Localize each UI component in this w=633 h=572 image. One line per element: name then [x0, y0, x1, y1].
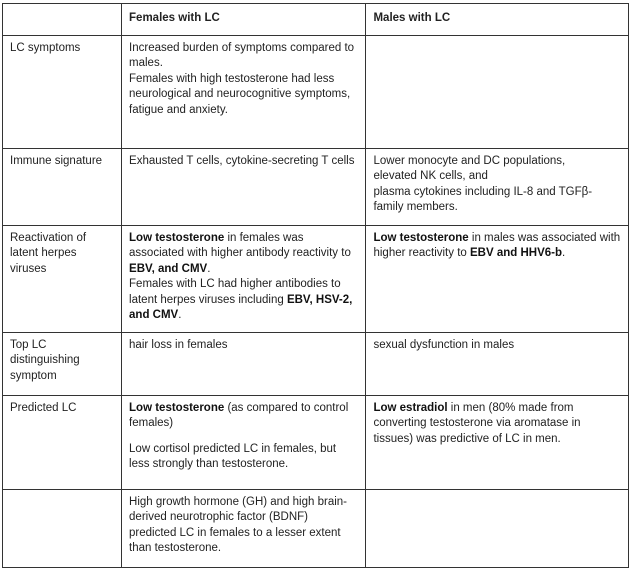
text-run: Exhausted T cells, cytokine-secreting T cells [129, 154, 355, 167]
bold-text: EBV, and CMV [129, 262, 208, 275]
text-run: in men (80% made from converting testosterone via aromatase in tissues) was predictive of LC in men. [373, 401, 581, 445]
male-cell [366, 225, 629, 332]
female-cell [122, 489, 366, 567]
table-row [3, 395, 629, 489]
header-cell-blank [3, 4, 122, 36]
female-cell [122, 148, 366, 225]
table-row [3, 148, 629, 225]
header-cell-males: Males with LC [366, 4, 629, 36]
text-run: . [207, 262, 211, 275]
text-run: elevated NK cells, and [373, 170, 488, 182]
cell-paragraph [129, 231, 358, 278]
cell-paragraph [373, 169, 621, 185]
cell-paragraph [129, 401, 358, 432]
male-cell [366, 332, 629, 395]
cell-paragraph [129, 495, 358, 557]
row-label: LC symptoms [3, 35, 122, 148]
table-row [3, 225, 629, 332]
male-cell [366, 35, 629, 148]
text-run: Lower monocyte and DC populations, [373, 154, 566, 167]
table-row [3, 332, 629, 395]
cell-paragraph [373, 401, 621, 448]
comparison-table [2, 3, 629, 568]
row-label: Immune signature [3, 148, 122, 225]
female-cell [122, 332, 366, 395]
bold-text: EBV, HSV-2, and CMV [129, 293, 353, 321]
male-cell [366, 489, 629, 567]
text-run: plasma cytokines including IL-8 and TGFβ-family members. [373, 185, 593, 213]
cell-paragraph [129, 442, 358, 473]
text-run: sexual dysfunction in males [373, 338, 515, 351]
text-run: hair loss in females [129, 338, 228, 351]
cell-paragraph [373, 338, 621, 354]
bold-text: Low testosterone [129, 231, 225, 244]
bold-text: EBV and HHV6-b [469, 247, 562, 259]
male-cell [366, 148, 629, 225]
text-run: . [562, 247, 566, 259]
cell-paragraph [129, 72, 358, 119]
text-run: Low cortisol predicted LC in females, but less strongly than testosterone. [129, 442, 337, 470]
header-cell-females: Females with LC [122, 4, 366, 36]
text-run: . [178, 309, 182, 321]
text-run: (as compared to control females) [129, 401, 349, 429]
table-body [3, 35, 629, 567]
male-cell [366, 395, 629, 489]
paragraph-gap [129, 432, 358, 442]
header-row [3, 4, 629, 36]
cell-paragraph [129, 338, 358, 354]
cell-paragraph [129, 277, 358, 324]
cell-paragraph [129, 41, 358, 72]
text-run: Increased burden of symptoms compared to males. [129, 41, 355, 69]
row-label: Predicted LC [3, 395, 122, 489]
table-row [3, 35, 629, 148]
text-run: in females was associated with higher antibody reactivity to [129, 231, 351, 259]
text-run: Females with LC had higher antibodies to latent herpes viruses including [129, 278, 341, 306]
text-run: in males was associated with higher reactivity to [373, 231, 621, 259]
cell-paragraph [373, 231, 621, 262]
cell-paragraph [373, 154, 621, 170]
text-run: Females with high testosterone had less neurological and neurocognitive symptoms, fatigue and anxiety. [129, 72, 351, 116]
bold-text: Low testosterone [373, 231, 469, 244]
table-row [3, 489, 629, 567]
text-run: High growth hormone (GH) and high brain-derived neurotrophic factor (BDNF) predicted LC in females to a lesser extent than testosterone. [129, 495, 347, 554]
cell-paragraph [373, 185, 621, 216]
row-label: Reactivation of latent herpes viruses [3, 225, 122, 332]
female-cell [122, 395, 366, 489]
row-label [3, 489, 122, 567]
cell-paragraph [129, 154, 358, 170]
female-cell [122, 225, 366, 332]
row-label: Top LC distinguishing symptom [3, 332, 122, 395]
female-cell [122, 35, 366, 148]
bold-text: Low estradiol [373, 401, 448, 414]
bold-text: Low testosterone [129, 401, 225, 414]
